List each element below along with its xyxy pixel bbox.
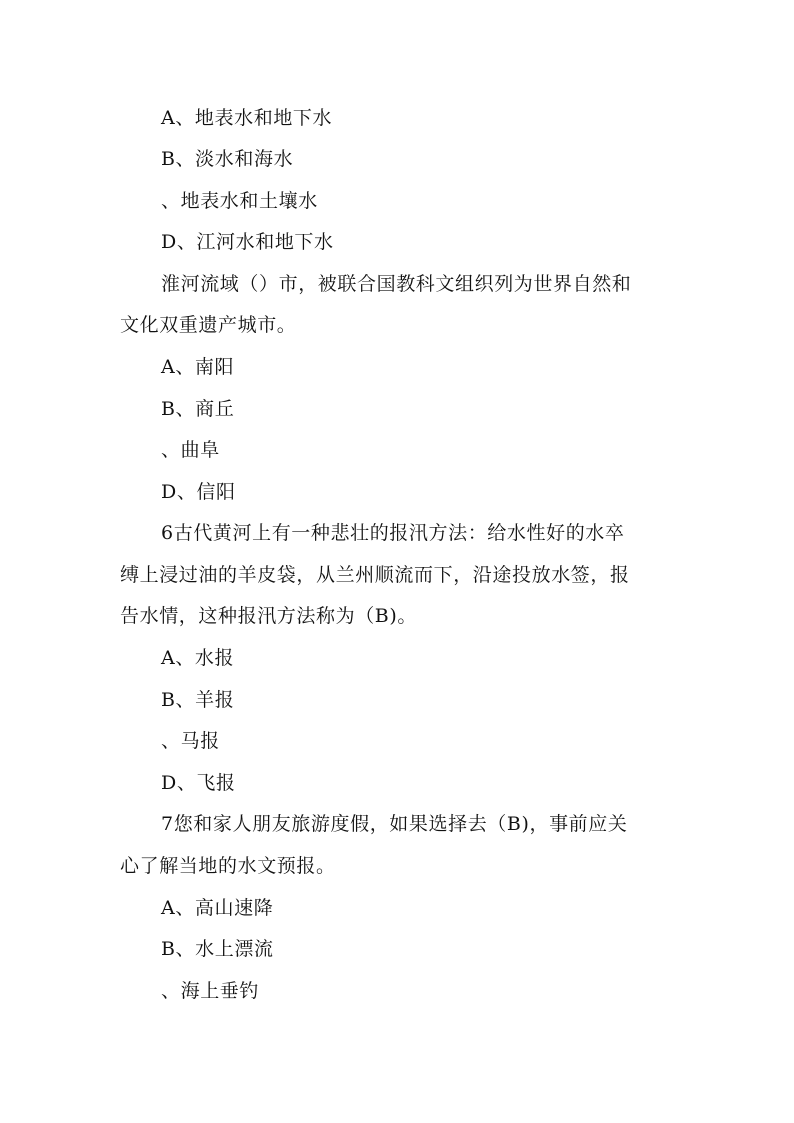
question-huaihe-line-1: 淮河流域（）市，被联合国教科文组织列为世界自然和 bbox=[161, 273, 632, 295]
question-6-line-3: 告水情，这种报汛方法称为（B)。 bbox=[120, 605, 417, 627]
option-c-qufu: 、曲阜 bbox=[161, 439, 220, 461]
question-6-line-2: 缚上浸过油的羊皮袋，从兰州顺流而下，沿途投放水签，报 bbox=[120, 564, 630, 586]
option-a-water-report: A、水报 bbox=[161, 647, 235, 669]
option-b-rafting: B、水上漂流 bbox=[161, 938, 274, 960]
option-a-nanyang: A、南阳 bbox=[161, 356, 235, 378]
option-b-sheep-report: B、羊报 bbox=[161, 689, 235, 711]
option-c-surface-soil-water: 、地表水和土壤水 bbox=[161, 190, 318, 212]
option-d-river-ground-water: D、江河水和地下水 bbox=[161, 231, 334, 253]
question-6-line-1: 6古代黄河上有一种悲壮的报汛方法：给水性好的水卒 bbox=[161, 522, 625, 544]
question-huaihe-line-2: 文化双重遗产城市。 bbox=[120, 314, 297, 336]
option-c-sea-fishing: 、海上垂钓 bbox=[161, 980, 260, 1002]
option-a-downhill: A、高山速降 bbox=[161, 897, 274, 919]
option-b-shangqiu: B、商丘 bbox=[161, 398, 235, 420]
option-a-surface-ground-water: A、地表水和地下水 bbox=[161, 107, 333, 129]
option-d-xinyang: D、信阳 bbox=[161, 481, 236, 503]
option-c-horse-report: 、马报 bbox=[161, 730, 220, 752]
question-7-line-1: 7您和家人朋友旅游度假，如果选择去（B)，事前应关 bbox=[161, 813, 628, 835]
question-7-line-2: 心了解当地的水文预报。 bbox=[120, 855, 336, 877]
option-d-fly-report: D、飞报 bbox=[161, 772, 236, 794]
option-b-fresh-sea-water: B、淡水和海水 bbox=[161, 148, 294, 170]
